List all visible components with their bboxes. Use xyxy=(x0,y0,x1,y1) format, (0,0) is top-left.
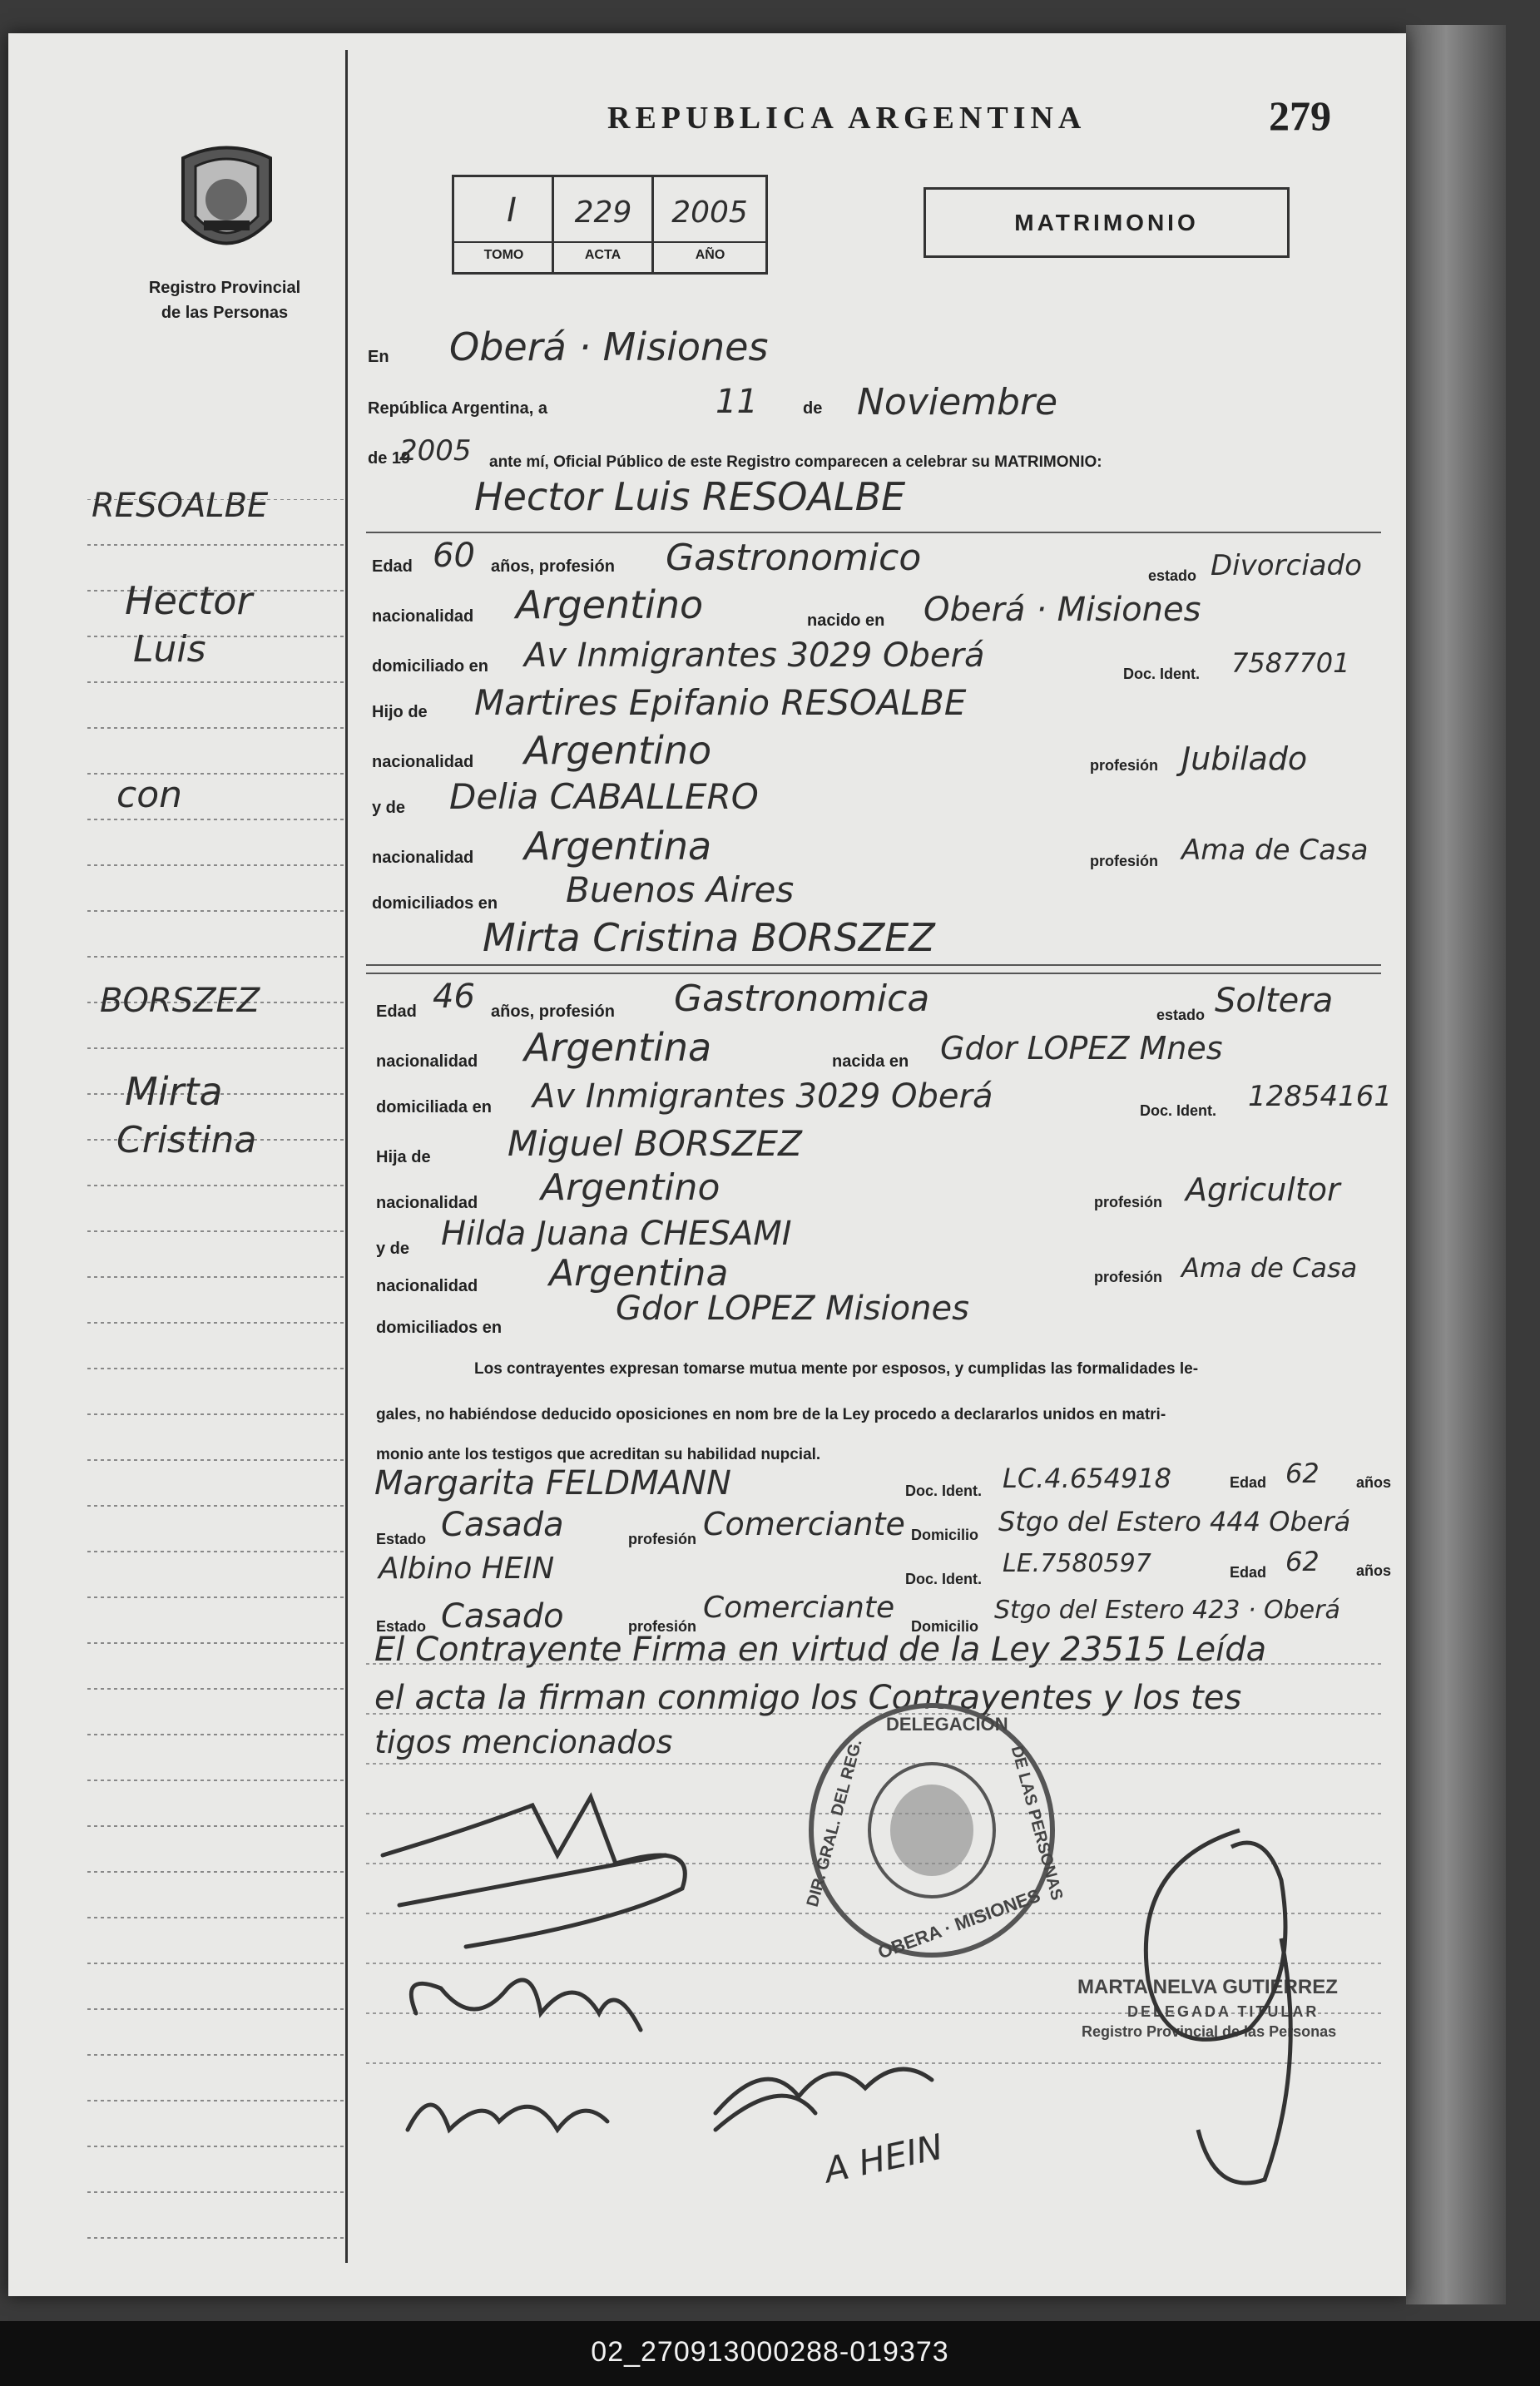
witness2-edad-label: Edad xyxy=(1230,1564,1267,1581)
stamp-ring-left: DIR. GRAL. DEL REG. xyxy=(803,1737,866,1909)
witness2-age: 62 xyxy=(1285,1546,1320,1577)
bride-mother-prof: Ama de Casa xyxy=(1181,1252,1358,1284)
notes-line2: el acta la firman conmigo los Contrayentes y los tes xyxy=(374,1679,1242,1717)
bride-profesion-label: años, profesión xyxy=(491,1002,615,1021)
bride-yde-label: y de xyxy=(376,1240,410,1258)
groom-mother: Delia CABALLERO xyxy=(449,776,759,817)
groom-father-nat-label: nacionalidad xyxy=(372,753,474,771)
notes-line3: tigos mencionados xyxy=(374,1724,673,1760)
official-signature xyxy=(1115,1814,1331,2196)
groom-mother-nat: Argentina xyxy=(524,824,712,869)
witness2-prof-label: profesión xyxy=(628,1618,697,1635)
groom-father-nat: Argentino xyxy=(524,728,712,773)
bride-doc-label: Doc. Ident. xyxy=(1140,1102,1217,1119)
bride-hija-label: Hija de xyxy=(376,1148,431,1166)
groom-nationality: Argentino xyxy=(516,582,704,627)
bride-father: Miguel BORSZEZ xyxy=(508,1123,802,1164)
groom-profesion-label: años, profesión xyxy=(491,557,615,576)
bride-age: 46 xyxy=(433,978,475,1016)
marriage-place: Oberá · Misiones xyxy=(449,324,769,369)
stamp-ring-right: DE LAS PERSONAS xyxy=(1007,1744,1067,1903)
groom-nacido-label: nacido en xyxy=(807,611,885,630)
bride-nationality: Argentina xyxy=(524,1025,712,1070)
book-edge xyxy=(1406,25,1506,2304)
bride-father-nat-label: nacionalidad xyxy=(376,1194,478,1212)
bride-profession: Gastronomica xyxy=(674,978,930,1020)
scan-id: 02_270913000288-019373 xyxy=(591,2336,949,2368)
margin-ruling xyxy=(87,499,354,2246)
witness2-dom-label: Domicilio xyxy=(911,1618,979,1635)
record-type: MATRIMONIO xyxy=(1014,210,1199,235)
margin-con: con xyxy=(116,774,182,816)
acta-value: 229 xyxy=(574,196,632,230)
bride-doc: 12854161 xyxy=(1248,1080,1393,1113)
official-title: DELEGADA TITULAR xyxy=(1127,2003,1320,2020)
witness1-edad-label: Edad xyxy=(1230,1474,1267,1491)
de-label: de xyxy=(803,399,823,418)
witness2-status: Casado xyxy=(441,1597,564,1636)
groom-edad-label: Edad xyxy=(372,557,413,576)
bride-father-nat: Argentino xyxy=(541,1166,720,1209)
groom-status: Divorciado xyxy=(1211,549,1362,582)
groom-mother-nat-label: nacionalidad xyxy=(372,849,474,867)
bride-estado-label: estado xyxy=(1156,1007,1206,1023)
tomo-value: I xyxy=(507,191,517,230)
groom-address: Av Inmigrantes 3029 Oberá xyxy=(524,636,985,675)
page-number: 279 xyxy=(1269,92,1331,139)
groom-parents-dom-label: domiciliados en xyxy=(372,894,498,913)
witness1-age: 62 xyxy=(1285,1458,1320,1489)
bride-dom-label: domiciliada en xyxy=(376,1098,492,1116)
bride-mother: Hilda Juana CHESAMI xyxy=(441,1215,792,1253)
groom-mother-prof: Ama de Casa xyxy=(1181,834,1369,867)
declaration-line3: monio ante los testigos que acreditan su habilidad nupcial. xyxy=(376,1446,821,1463)
witness1-profession: Comerciante xyxy=(703,1506,905,1542)
registry-line2: de las Personas xyxy=(161,304,289,322)
witness2-doc: LE.7580597 xyxy=(1003,1549,1151,1578)
bride-address: Av Inmigrantes 3029 Oberá xyxy=(532,1077,993,1116)
bride-mother-nat-label: nacionalidad xyxy=(376,1277,478,1295)
bride-status: Soltera xyxy=(1215,982,1334,1020)
declaration-line1: Los contrayentes expresan tomarse mutua mente por esposos, y cumplidas las formalidades le- xyxy=(474,1360,1199,1378)
ano-value: 2005 xyxy=(671,196,748,230)
stamp-ring-bottom: OBERA · MISIONES xyxy=(874,1884,1043,1963)
witness1-anos-label: años xyxy=(1356,1474,1392,1491)
witness1-doc-label: Doc. Ident. xyxy=(905,1483,983,1499)
witness1-address: Stgo del Estero 444 Oberá xyxy=(998,1506,1351,1537)
marriage-month: Noviembre xyxy=(857,381,1058,423)
witness2-anos-label: años xyxy=(1356,1562,1392,1579)
groom-hijo-label: Hijo de xyxy=(372,703,428,721)
bride-parents-dom-label: domiciliados en xyxy=(376,1319,503,1337)
groom-profession: Gastronomico xyxy=(666,537,922,579)
margin-bride-name2: Cristina xyxy=(116,1119,257,1161)
marriage-day: 11 xyxy=(716,383,758,421)
witness1-doc: LC.4.654918 xyxy=(1003,1463,1172,1494)
acta-label: ACTA xyxy=(584,248,621,262)
bride-father-prof: Agricultor xyxy=(1186,1171,1340,1208)
coat-of-arms-icon xyxy=(166,141,287,266)
bride-father-prof-label: profesión xyxy=(1094,1194,1163,1210)
witness2-estado-label: Estado xyxy=(376,1618,427,1635)
margin-groom-surname: RESOALBE xyxy=(92,487,269,525)
groom-dom-label: domiciliado en xyxy=(372,657,489,676)
document-page xyxy=(8,33,1406,2296)
record-box-divider xyxy=(452,241,768,243)
groom-nat-label: nacionalidad xyxy=(372,607,474,626)
official-name: MARTA NELVA GUTIERREZ xyxy=(1077,1976,1338,1998)
bride-edad-label: Edad xyxy=(376,1002,417,1021)
groom-yde-label: y de xyxy=(372,799,406,817)
groom-doc: 7587701 xyxy=(1231,647,1350,679)
de19-label: de 19 xyxy=(368,449,411,468)
marriage-year: 2005 xyxy=(399,434,472,468)
margin-bride-surname: BORSZEZ xyxy=(100,982,260,1020)
en-label: En xyxy=(368,348,389,366)
country-title: REPUBLICA ARGENTINA xyxy=(607,101,1087,136)
republica-label: República Argentina, a xyxy=(368,399,547,418)
bride-nat-label: nacionalidad xyxy=(376,1052,478,1071)
groom-birthplace: Oberá · Misiones xyxy=(924,591,1201,629)
witness2-doc-label: Doc. Ident. xyxy=(905,1571,983,1587)
bride-full-name: Mirta Cristina BORSZEZ xyxy=(483,915,935,960)
margin-bride-name1: Mirta xyxy=(125,1069,223,1114)
signature-hein: A HEIN xyxy=(820,2126,947,2191)
witness1-estado-label: Estado xyxy=(376,1531,427,1547)
bride-birthplace: Gdor LOPEZ Mnes xyxy=(940,1030,1223,1067)
groom-doc-label: Doc. Ident. xyxy=(1123,666,1201,682)
groom-estado-label: estado xyxy=(1148,567,1197,584)
ano-label: AÑO xyxy=(695,248,725,262)
witness1-prof-label: profesión xyxy=(628,1531,697,1547)
witness2-name: Albino HEIN xyxy=(379,1552,555,1586)
groom-full-name: Hector Luis RESOALBE xyxy=(474,474,906,519)
margin-groom-name2: Luis xyxy=(133,628,206,671)
groom-father-prof: Jubilado xyxy=(1181,740,1308,777)
bride-nacida-label: nacida en xyxy=(832,1052,909,1071)
declaration-line2: gales, no habiéndose deducido oposiciones en nom bre de la Ley procedo a declararlos unidos en matri- xyxy=(376,1406,1166,1423)
witness1-status: Casada xyxy=(441,1506,564,1544)
bride-mother-prof-label: profesión xyxy=(1094,1269,1163,1285)
groom-parents-dom: Buenos Aires xyxy=(566,869,795,910)
groom-father-prof-label: profesión xyxy=(1090,757,1159,774)
witness2-profession: Comerciante xyxy=(703,1591,895,1625)
groom-mother-prof-label: profesión xyxy=(1090,853,1159,869)
witness1-name: Margarita FELDMANN xyxy=(374,1464,731,1502)
notes-line1: El Contrayente Firma en virtud de la Ley 23515 Leída xyxy=(374,1631,1267,1669)
groom-age: 60 xyxy=(433,537,475,575)
witness2-address: Stgo del Estero 423 · Oberá xyxy=(994,1596,1340,1625)
intro-statement: ante mí, Oficial Público de este Registro comparecen a celebrar su MATRIMONIO: xyxy=(489,453,1102,471)
groom-father: Martires Epifanio RESOALBE xyxy=(474,682,967,723)
witness1-dom-label: Domicilio xyxy=(911,1527,979,1543)
tomo-label: TOMO xyxy=(483,248,524,262)
official-office: Registro Provincial de las Personas xyxy=(1082,2023,1337,2040)
bride-parents-dom: Gdor LOPEZ Misiones xyxy=(616,1290,969,1328)
registry-line1: Registro Provincial xyxy=(148,279,301,297)
margin-groom-name1: Hector xyxy=(125,578,253,623)
bride-mother-nat: Argentina xyxy=(549,1252,729,1294)
stamp-ring-top: DELEGACIÓN xyxy=(886,1714,1008,1735)
